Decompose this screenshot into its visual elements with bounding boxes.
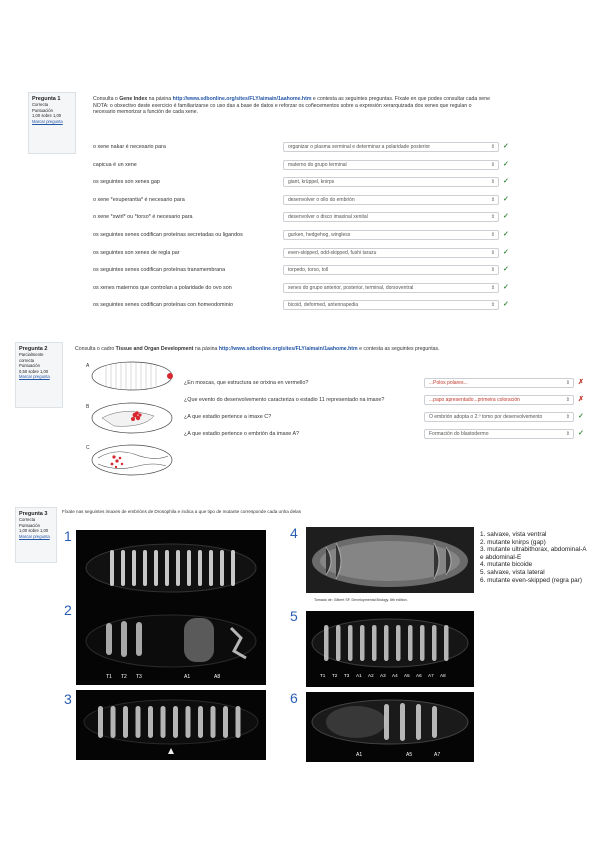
- q1-status: Correcta: [32, 102, 49, 108]
- q1-intro: Consulta o Gene Index na páxina http://www.sdbonline.org/sites/FLY/aimain/1aahome.htm e contesta as seguintes preguntas. Fíxate en que podes consultar cada xene NOTA: o obxectivo deste exercicio é familiarizarse co uso das a base de datos e reforzar os coñecementos sobre a expresión xerarquizada dos xenes que regulan o necesario memorizar a función de cada xene.: [93, 96, 490, 116]
- q1-row-label: capicua é un xene: [93, 161, 137, 168]
- stripe: [136, 706, 141, 738]
- stripe: [236, 706, 241, 738]
- q1-info-box: [28, 92, 76, 154]
- q1-row: [93, 195, 585, 206]
- stripe: [336, 625, 341, 661]
- stripe: [176, 550, 180, 586]
- q3-score: 1,00 sobre 1,00: [19, 528, 49, 534]
- q3-title: Pregunta 3: [19, 511, 48, 517]
- q3-score-label: Puntuación: [19, 522, 40, 528]
- seg-label-5: A2: [368, 673, 374, 678]
- check-icon: ✓: [503, 231, 509, 238]
- fig-label-a: A: [86, 363, 90, 369]
- embryo-6-drawing: [306, 692, 474, 762]
- seg-label-5: A6: [416, 673, 422, 678]
- q1-answer-select[interactable]: [283, 160, 499, 170]
- stripe: [396, 625, 401, 661]
- q1-row: [93, 265, 585, 276]
- q1-answer-value: even-skipped, odd-skipped, fushi tarazu: [288, 249, 377, 256]
- q1-row-label: os xenes maternos que controlan a polaridade do ovo son: [93, 284, 232, 291]
- chevron-down-icon: ⇕: [490, 267, 495, 274]
- chevron-down-icon: ⇕: [490, 214, 495, 221]
- chevron-down-icon: ⇕: [490, 144, 495, 150]
- seg-label-2-t1: T1: [106, 674, 112, 680]
- q1-title: Pregunta 1: [32, 96, 61, 102]
- stripe: [348, 625, 353, 661]
- embryo-5-drawing: [306, 611, 474, 687]
- stripe: [173, 706, 178, 738]
- chevron-down-icon: ⇕: [490, 196, 495, 203]
- embryo-image-4: [306, 527, 474, 607]
- check-icon: ✓: [503, 143, 509, 150]
- stripe: [324, 625, 329, 661]
- q1-row-label: o xene nakar é necesario para: [93, 144, 166, 150]
- legend-item: 1. salvaxe, vista ventral: [480, 531, 547, 538]
- q2-row-label: ¿A que estadio pertence a imaxe C?: [184, 414, 272, 420]
- stripe: [444, 625, 449, 661]
- stripe: [132, 550, 136, 586]
- q1-answer-value: torpedo, torso, toll: [288, 267, 329, 274]
- q1-answer-value: gurken, hedgehog, wingless: [288, 232, 351, 238]
- seg-label-5: A5: [404, 673, 410, 678]
- mutant-legend: [480, 531, 590, 584]
- q1-answer-value: desenvolver o ollo do embrión: [288, 196, 355, 203]
- q1-row-label: os seguintes xenes codifican proteínas secretadas ou ligandos: [93, 232, 243, 238]
- q3-info-box: [15, 507, 57, 563]
- embryo-image-5: [306, 611, 474, 687]
- cross-icon: ✗: [578, 396, 584, 403]
- q2-row-label: ¿A que estadio pertence o embrión da imaxe A?: [184, 431, 300, 437]
- stripe: [384, 625, 389, 661]
- check-icon: ✓: [503, 195, 509, 203]
- q2-status: Parcialmente correcta: [19, 352, 44, 363]
- panel-number-6: 6: [290, 690, 298, 706]
- stripe: [209, 550, 213, 586]
- stripe: [211, 706, 216, 738]
- stripe: [154, 550, 158, 586]
- q1-answer-select[interactable]: [283, 230, 499, 240]
- chevron-down-icon: ⇕: [565, 414, 570, 420]
- q1-row: [93, 142, 585, 153]
- q1-row-label: os seguintes xenes codifican proteínas con homeodominio: [93, 302, 233, 309]
- stripe: [187, 550, 191, 586]
- q2-answer-select[interactable]: [424, 429, 574, 439]
- fig-label-c: C: [86, 445, 90, 451]
- q1-note-2: necesario memorizar a función de cada xene.: [93, 109, 198, 116]
- q1-answer-select[interactable]: [283, 142, 499, 152]
- panel-number-3: 3: [64, 691, 72, 707]
- embryo-1-drawing: [76, 530, 266, 605]
- panel-number-1: 1: [64, 528, 72, 544]
- seg-label-2-t3: T3: [136, 674, 142, 680]
- q1-row: [93, 248, 585, 259]
- seg-label-6-a5: A5: [406, 752, 413, 758]
- stripe: [220, 550, 224, 586]
- stripe: [408, 625, 413, 661]
- q2-answer-select[interactable]: [424, 378, 574, 388]
- panel-number-5: 5: [290, 608, 298, 624]
- q3-intro: Fíxate nas seguintes imaxes de embrións de Drosophila e indica a que tipo de mutante corresponde cada unha delas: [62, 509, 302, 514]
- check-icon: ✓: [503, 301, 509, 309]
- embryo-4-drawing: [306, 527, 474, 607]
- q1-gene-index: Gene Index: [119, 96, 148, 102]
- check-icon: ✓: [503, 160, 509, 168]
- cross-icon: ✗: [578, 379, 584, 386]
- seg-label-5: A4: [392, 673, 398, 678]
- q1-answer-select[interactable]: [283, 177, 499, 187]
- seg-label-2-a8: A8: [214, 674, 221, 680]
- seg-label-5: T2: [332, 673, 338, 678]
- stripe: [231, 550, 235, 586]
- q2-answer-value: O embrión adopta o 2.º tomo por desenvolvemento: [429, 414, 543, 420]
- stripe: [420, 625, 425, 661]
- q1-answer-value: organizar o plasma xerminal e determinar a polaridade posterior: [288, 144, 431, 150]
- q1-answer-value: desenvolver o disco imaxinal xenital: [288, 214, 368, 221]
- seg-label-5: A3: [380, 673, 386, 678]
- q1-answer-select[interactable]: [283, 283, 499, 293]
- legend-item: 2. mutante knirps (gap): [480, 538, 546, 546]
- q2-score-label: Puntuación: [19, 363, 40, 369]
- legend-item: 5. salvaxe, vista lateral: [480, 568, 545, 576]
- q3-flag-link[interactable]: Marcar pregunta: [19, 533, 50, 539]
- q2-answer-value: ...papo apresentado...primeira coloración: [429, 397, 520, 403]
- check-icon: ✓: [503, 213, 509, 221]
- q2-embryo-figure: [84, 358, 179, 488]
- q2-row: [184, 378, 594, 389]
- chevron-down-icon: ⇕: [490, 232, 495, 238]
- embryo-image-3: [76, 690, 266, 760]
- check-icon: ✓: [503, 266, 509, 274]
- q1-row-label: o xene *exuperantia* é necesario para: [93, 196, 185, 203]
- q2-info-box: [15, 342, 63, 408]
- stripe: [143, 550, 147, 586]
- q2-link[interactable]: http://www.sdbonline.org/sites/FLY/aimain/1aahome.htm: [218, 346, 358, 352]
- panel-number-2: 2: [64, 602, 72, 618]
- check-icon: ✓: [578, 430, 584, 437]
- q2-answer-value: Formación do blastodermo: [429, 431, 489, 437]
- q2-row: [184, 429, 594, 440]
- stripe: [121, 550, 125, 586]
- q1-answer-select[interactable]: [283, 212, 499, 222]
- chevron-down-icon: ⇕: [565, 431, 570, 437]
- check-icon: ✓: [503, 178, 509, 186]
- chevron-down-icon: ⇕: [490, 284, 495, 291]
- legend-item: 4. mutante bicoide: [480, 561, 533, 569]
- q2-answer-select[interactable]: [424, 395, 574, 405]
- chevron-down-icon: ⇕: [490, 249, 495, 256]
- seg-label-6-a1: A1: [356, 752, 363, 758]
- seg-label-5: T3: [344, 673, 350, 678]
- embryo-3-drawing: [76, 690, 266, 760]
- seg-label-6-a7: A7: [434, 752, 441, 758]
- q1-answer-select[interactable]: [283, 300, 499, 310]
- q1-answer-value: bicoid, deformed, antennapedia: [288, 302, 359, 309]
- embryo-2-drawing: [76, 603, 266, 685]
- stripe: [148, 706, 153, 738]
- q1-row-label: os seguintes son xenes gap: [93, 179, 160, 186]
- q1-note: NOTA: o obxectivo deste exercicio é familiarizarse co uso das a base de datos e reforzar os coñecementos sobre a expresión xerarquizada dos xenes que regulan o: [93, 102, 472, 109]
- legend-item: 3. mutante ultrabithorax, abdominal-A e abdominal-E: [480, 546, 587, 561]
- q1-score: 1,00 sobre 1,00: [32, 113, 62, 119]
- q1-score-label: Puntuación: [32, 107, 53, 113]
- seg-label-5: T1: [320, 673, 326, 678]
- chevron-down-icon: ⇕: [490, 179, 495, 186]
- q1-flag-link[interactable]: Marcar pregunta: [32, 118, 63, 124]
- embryo-image-2: [76, 603, 266, 685]
- q1-answer-value: materno do grupo terminal: [288, 161, 347, 168]
- q1-row: [93, 230, 585, 241]
- q1-row: [93, 160, 585, 171]
- fig-label-b: B: [86, 404, 90, 410]
- q1-row-label: o xene *swirl* ou *torso* é necesario para: [93, 214, 193, 221]
- q2-score: 0,50 sobre 1,00: [19, 368, 49, 374]
- stripe: [223, 706, 228, 738]
- chevron-down-icon: ⇕: [490, 161, 495, 168]
- q1-answer-select[interactable]: [283, 248, 499, 258]
- q1-answer-value: giant, krüppel, knirps: [288, 179, 335, 186]
- panel-number-4: 4: [290, 525, 298, 541]
- chevron-down-icon: ⇕: [565, 380, 570, 386]
- seg-label-5: A7: [428, 673, 434, 678]
- stripe: [123, 706, 128, 738]
- stripe: [198, 706, 203, 738]
- stripe: [432, 625, 437, 661]
- q2-row: [184, 412, 594, 423]
- seg-label-5: A1: [356, 673, 362, 678]
- stripe: [111, 706, 116, 738]
- embryo-image-1: [76, 530, 266, 605]
- embryo-image-6: [306, 692, 474, 762]
- q1-answer-select[interactable]: [283, 265, 499, 275]
- q1-row-label: os seguintes xenes codifican proteínas transmembrana: [93, 267, 226, 274]
- q2-title: Pregunta 2: [19, 346, 48, 352]
- check-icon: ✓: [503, 248, 509, 256]
- q1-link[interactable]: http://www.sdbonline.org/sites/FLY/aimain/1aahome.htm: [172, 96, 312, 102]
- q2-answer-value: ...Polos polares...: [429, 380, 468, 386]
- stripe: [98, 706, 103, 738]
- q1-row: [93, 212, 585, 223]
- panel-4-caption: Tomado de: Gilbert SF. Developmental Biology. 6th edition.: [314, 598, 408, 602]
- q2-row: [184, 395, 594, 406]
- q1-row-label: os seguintes son xenes de regla par: [93, 249, 180, 256]
- stripe: [161, 706, 166, 738]
- stripe: [198, 550, 202, 586]
- chevron-down-icon: ⇕: [565, 397, 570, 403]
- stripe: [110, 550, 114, 586]
- legend-item: 6. mutante even-skipped (regra par): [480, 576, 582, 584]
- stripe: [165, 550, 169, 586]
- seg-label-5: A8: [440, 673, 446, 678]
- q1-row: [93, 177, 585, 188]
- q2-flag-link[interactable]: Marcar pregunta: [19, 374, 50, 380]
- q1-answer-select[interactable]: [283, 195, 499, 205]
- seg-label-2-a1: A1: [184, 674, 191, 680]
- q2-row-label: ¿En moscas, que estructura se orixina en vermello?: [184, 380, 309, 386]
- q2-row-label: ¿Que evento do desenvolvemento caracteriza o estadio 11 representado na imaxe?: [184, 397, 385, 403]
- chevron-down-icon: ⇕: [490, 302, 495, 309]
- q2-answer-select[interactable]: [424, 412, 574, 422]
- q1-row: [93, 300, 585, 311]
- q3-status: Correcta: [19, 517, 36, 523]
- check-icon: ✓: [578, 413, 584, 420]
- stripe: [360, 625, 365, 661]
- q2-intro: Consulta o cadro Tissue and Organ Development na páxina http://www.sdbonline.org/sites/FLY/aimain/1aahome.htm e contesta as seguintes preguntas.: [75, 346, 440, 352]
- check-icon: ✓: [503, 283, 509, 291]
- q1-answer-value: xenes do grupo anterior, posterior, terminal, dorsoventral: [288, 284, 414, 291]
- q1-row: [93, 283, 585, 294]
- q2-tissue-title: Tissue and Organ Development: [115, 346, 194, 352]
- seg-label-2-t2: T2: [121, 674, 127, 680]
- stripe: [186, 706, 191, 738]
- stripe: [372, 625, 377, 661]
